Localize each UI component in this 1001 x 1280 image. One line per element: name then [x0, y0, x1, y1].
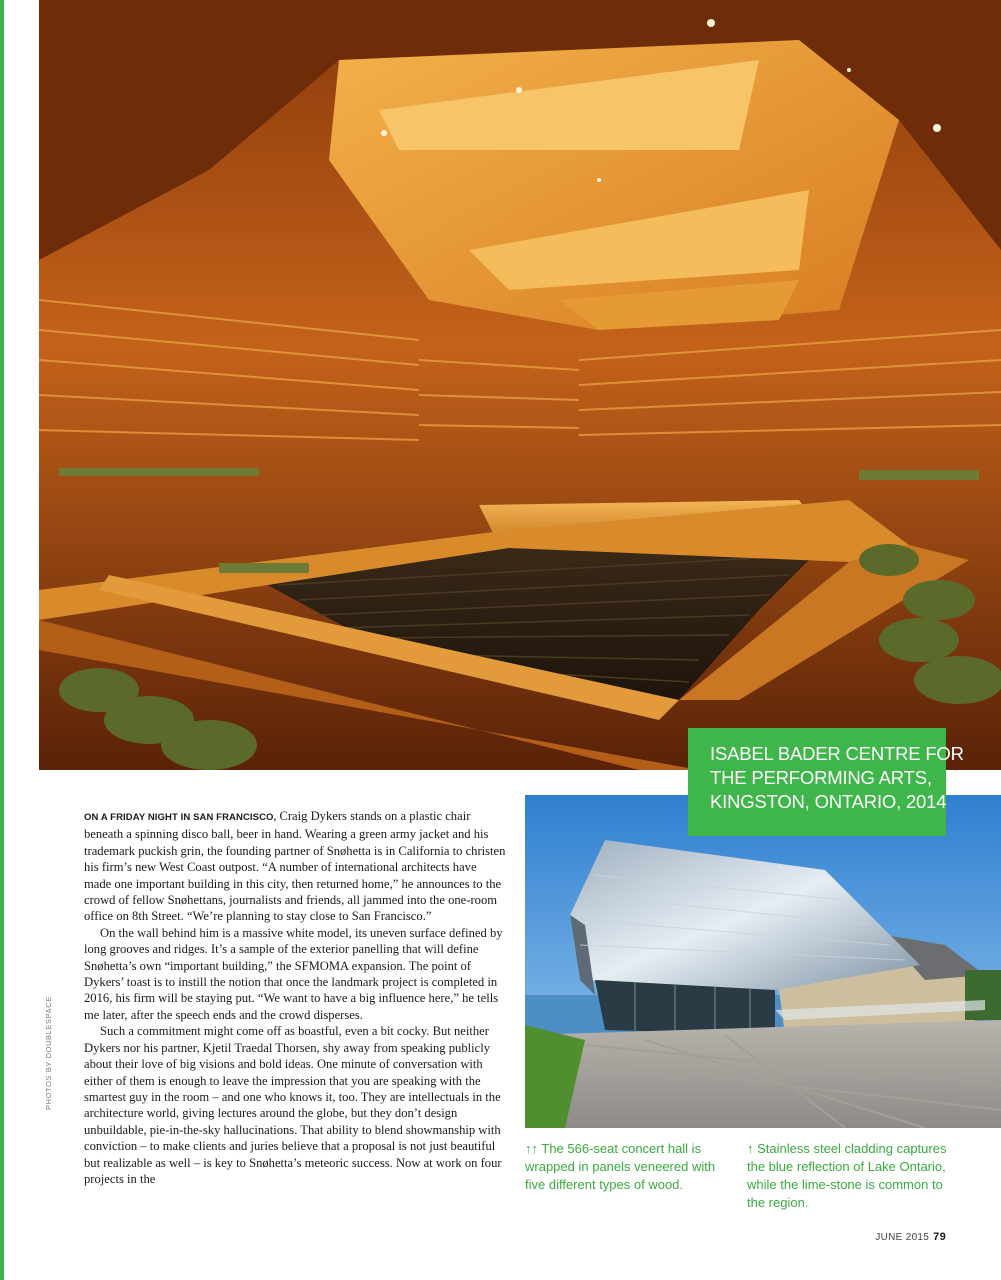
caption-concert-hall: ↑↑ The 566-seat concert hall is wrapped in panels veneered with five different types of wood.	[525, 1141, 716, 1192]
building-title-line-3: KINGSTON, ONTARIO, 2014	[710, 791, 947, 812]
article-paragraph-2: On the wall behind him is a massive white model, its uneven surface defined by long grooves and ridges. It’s a sample of the exterior panelling that will define Snøhetta’s own “important building,” the SFMOMA expansion. The point of Dykers’ toast is to instill the notion that once the landmark project is completed in 2016, his firm will be staying put. “We want to have a big influence here,” he tells me later, after the speech ends and the crowd disperses.	[84, 925, 503, 1022]
issue-date: JUNE 2015	[875, 1232, 930, 1243]
exterior-photo	[525, 795, 1001, 1128]
page-number: 79	[933, 1231, 946, 1243]
article-lead-in: ON A FRIDAY NIGHT IN SAN FRANCISCO,	[84, 812, 277, 823]
concert-hall-photo	[39, 0, 1001, 770]
article-paragraph-1	[84, 808, 506, 925]
building-title-box	[688, 728, 964, 836]
article-paragraph-1-text: Craig Dykers stands on a plastic chair beneath a spinning disco ball, beer in hand. Wearing a green army jacket and his trademark puckish grin, the founding partner of Snøhetta is in California to christen his firm’s new West Coast outpost. “A number of international architects have made one important building in this city, then returned home,” he announces to the crowd of fellow Snøhettans, journalists and friends, all jammed into the one-room office on 8th Street. “We’re planning to stay close to San Francisco.”	[84, 809, 506, 924]
article-body	[84, 808, 506, 1187]
left-margin-rule	[0, 0, 4, 1280]
building-title-line-1: ISABEL BADER CENTRE FOR	[710, 743, 964, 764]
page-folio	[875, 1231, 946, 1243]
caption-exterior: ↑ Stainless steel cladding captures the blue reflection of Lake Ontario, while the lime-stone is common to the region.	[747, 1141, 947, 1210]
building-title-line-2: THE PERFORMING ARTS,	[710, 767, 932, 788]
article-paragraph-3: Such a commitment might come off as boastful, even a bit cocky. But neither Dykers nor his partner, Kjetil Traedal Thorsen, shy away from speaking publicly about their love of big visions and bold ideas. One minute of conversation with either of them is enough to leave the impression that you are speaking with the smartest guy in the room – and one who knows it, too. They are intellectuals in the architecture world, giving lectures around the globe, but they don’t design unbuildable, pie-in-the-sky hallucinations. That ability to blend showmanship with conviction – to make clients and juries believe that a proposal is not just beautiful but realizable as well – is key to Snøhetta’s meteoric success. Now at work on four projects in the	[84, 1024, 502, 1186]
photo-credit: PHOTOS BY DOUBLESPACE	[44, 996, 53, 1110]
